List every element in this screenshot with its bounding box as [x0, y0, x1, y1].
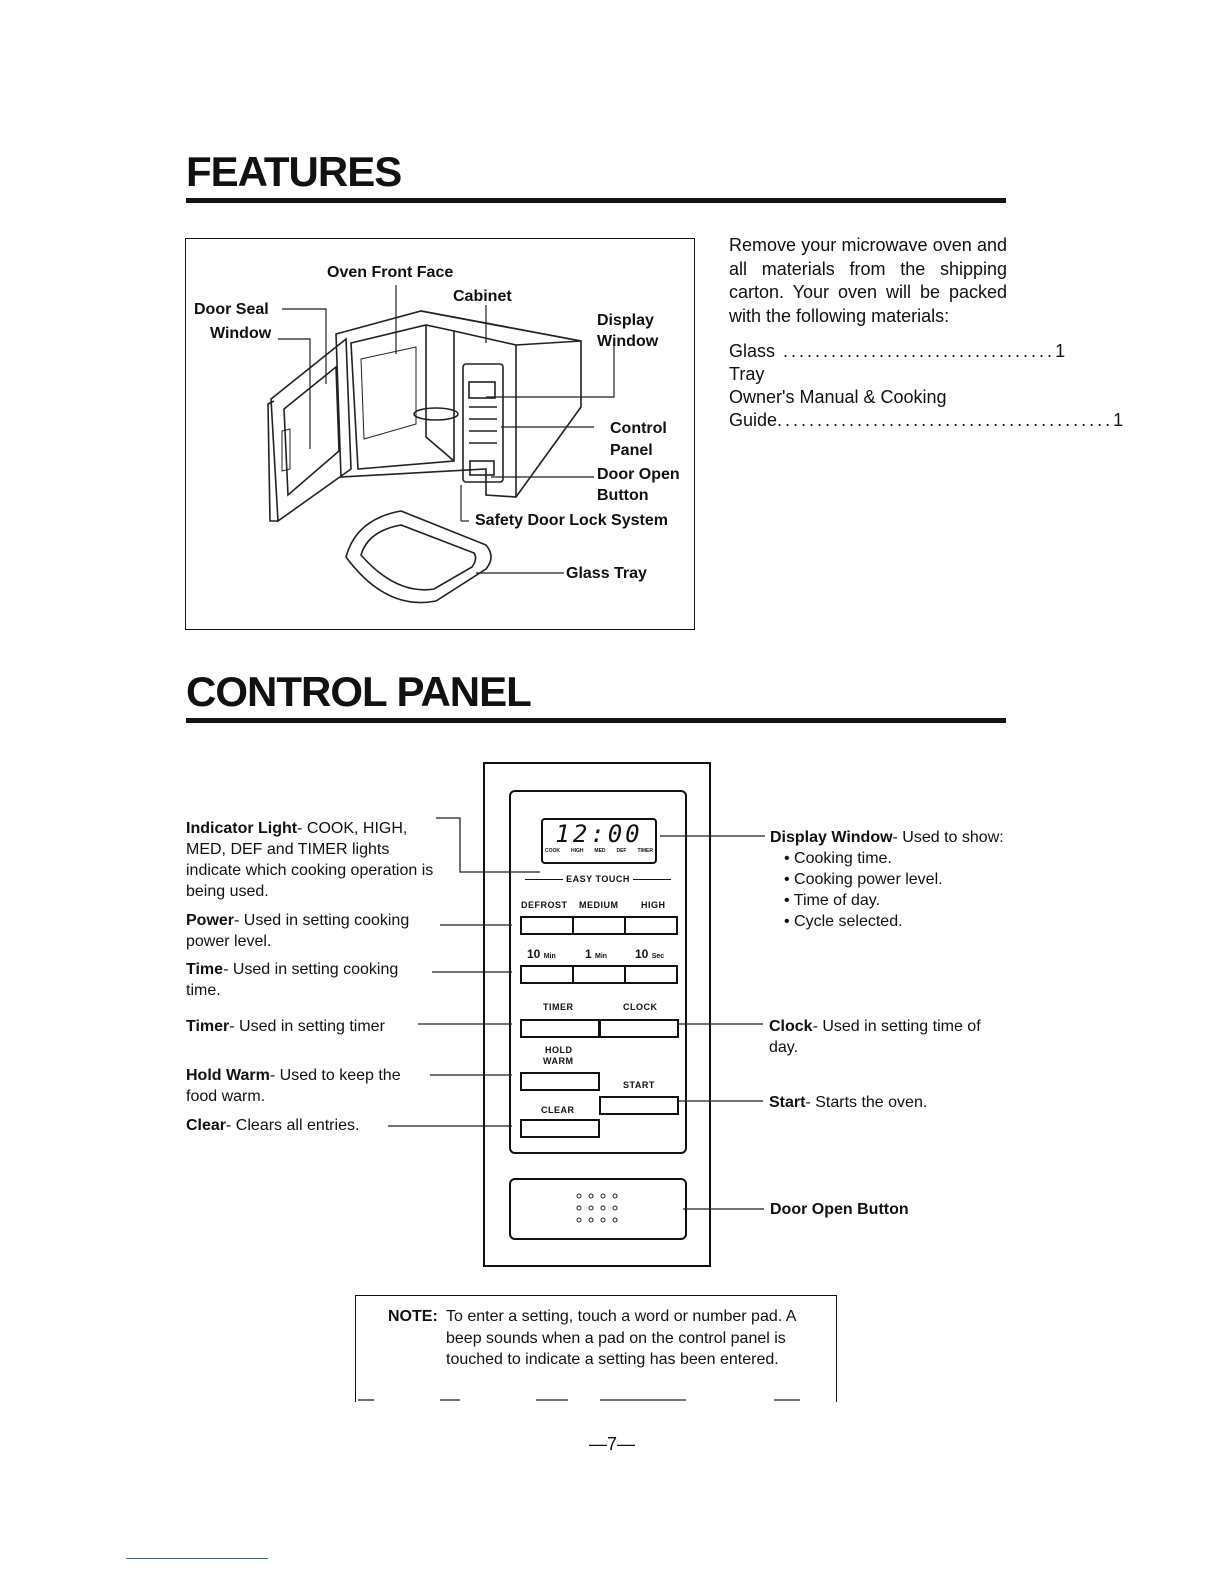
display-item: • Time of day.: [784, 890, 1005, 911]
display-item: • Cycle selected.: [784, 911, 1005, 932]
indicator-def: DEF: [616, 848, 627, 854]
clock-pad[interactable]: [599, 1019, 679, 1038]
timer-pad[interactable]: [520, 1019, 600, 1038]
hold-warm-title: Hold Warm: [186, 1067, 270, 1084]
clock-title: Clock: [769, 1018, 813, 1035]
label-display-window: Window: [597, 333, 659, 350]
features-intro: [729, 234, 1124, 432]
one-min-pad[interactable]: [572, 965, 626, 984]
medium-label: MEDIUM: [579, 900, 619, 910]
note-box: [355, 1295, 837, 1402]
display-window-desc: [770, 827, 1005, 932]
label-door-seal: Door Seal: [194, 301, 269, 318]
clear-title: Clear: [186, 1117, 227, 1134]
time-desc: [186, 959, 431, 1001]
oven-figure: [185, 238, 695, 630]
material-row: [729, 386, 1007, 409]
start-text: - Starts the oven.: [805, 1094, 928, 1111]
high-pad[interactable]: [624, 916, 678, 935]
material-qty: 1: [1113, 410, 1124, 430]
indicator-med: MED: [594, 848, 606, 854]
dot-leader: ..........................................: [777, 410, 1114, 430]
timer-text: - Used in setting timer: [229, 1018, 385, 1035]
high-label: HIGH: [641, 900, 666, 910]
note-label: NOTE:: [388, 1308, 438, 1325]
hold-warm-text: - Used to keep the food warm.: [186, 1067, 401, 1105]
footer-rule: [126, 1558, 268, 1559]
display-items-list: [770, 848, 1005, 932]
door-open-title: Door Open Button: [770, 1201, 909, 1218]
start-desc: [769, 1092, 1009, 1113]
clock-text: - Used in setting time of day.: [769, 1018, 981, 1056]
material-row: [729, 340, 1066, 386]
clear-text: - Clears all entries.: [226, 1117, 360, 1134]
easy-touch-text: EASY TOUCH: [566, 874, 630, 884]
start-label: START: [623, 1080, 655, 1090]
label-cabinet: Cabinet: [453, 288, 512, 305]
label-door-open: Door Open: [597, 466, 680, 483]
power-text: - Used in setting cooking power level.: [186, 912, 410, 950]
door-open-desc: [770, 1199, 909, 1220]
time-text: - Used in setting cooking time.: [186, 961, 399, 999]
indicator-high: HIGH: [570, 848, 584, 854]
one-min-label: 1 Min: [585, 947, 608, 961]
clear-pad[interactable]: [520, 1119, 600, 1138]
note-text: To enter a setting, touch a word or number pad. A beep sounds when a pad on the control panel is touched to indicate a setting has been entered.: [446, 1308, 796, 1368]
indicator-timer: TIMER: [637, 848, 653, 854]
display-window-title: Display Window: [770, 829, 893, 846]
clock-desc: [769, 1016, 1014, 1058]
label-button: Button: [597, 487, 649, 504]
indicator-lights: [545, 848, 653, 854]
label-control: Control: [610, 420, 667, 437]
door-button-dots-icon: [511, 1180, 685, 1238]
material-qty: 1: [1055, 341, 1066, 361]
hold-warm-desc: [186, 1065, 431, 1107]
material-name-line1: Owner's Manual & Cooking: [729, 387, 947, 407]
label-safety-door-lock: Safety Door Lock System: [475, 512, 668, 529]
hold-warm-pad[interactable]: [520, 1072, 600, 1091]
power-desc: [186, 910, 441, 952]
timer-desc: [186, 1016, 426, 1037]
medium-pad[interactable]: [572, 916, 626, 935]
dot-leader: ..................................: [775, 341, 1056, 361]
door-open-button[interactable]: [509, 1178, 687, 1240]
display-time: 12:00: [555, 820, 643, 848]
power-title: Power: [186, 912, 235, 929]
ten-sec-label: 10 Sec: [635, 947, 665, 961]
label-panel: Panel: [610, 442, 653, 459]
label-window: Window: [210, 325, 272, 342]
control-panel-heading: CONTROL PANEL: [186, 668, 531, 715]
intro-paragraph: Remove your microwave oven and all materials from the shipping carton. Your oven will be packed with the following materials:: [729, 235, 1007, 326]
easy-touch-label: [511, 874, 685, 884]
display-item: • Cooking time.: [784, 848, 1005, 869]
indicator-light-desc: [186, 818, 436, 902]
features-rule: [186, 198, 1006, 203]
label-glass-tray: Glass Tray: [566, 565, 647, 582]
timer-label: TIMER: [543, 1002, 574, 1012]
display-window-text: - Used to show:: [892, 829, 1004, 846]
panel-keypad-area: [509, 790, 687, 1154]
display-item: • Cooking power level.: [784, 869, 1005, 890]
ten-min-pad[interactable]: [520, 965, 574, 984]
defrost-pad[interactable]: [520, 916, 574, 935]
features-heading: FEATURES: [186, 148, 402, 195]
label-oven-front-face: Oven Front Face: [327, 264, 454, 281]
material-name: Glass Tray: [729, 341, 776, 384]
clear-desc: [186, 1115, 391, 1136]
indicator-light-text: - COOK, HIGH, MED, DEF and TIMER lights indicate which cooking operation is being used.: [186, 820, 434, 900]
clear-label: CLEAR: [541, 1105, 575, 1115]
clock-label: CLOCK: [623, 1002, 658, 1012]
warm-label: WARM: [543, 1056, 574, 1066]
material-name: Guide: [729, 410, 778, 430]
hold-label: HOLD: [545, 1045, 573, 1055]
time-title: Time: [186, 961, 224, 978]
display-window: [541, 818, 657, 864]
timer-title: Timer: [186, 1018, 230, 1035]
start-title: Start: [769, 1094, 806, 1111]
page-number: —7—: [588, 1434, 635, 1454]
indicator-cook: COOK: [545, 848, 560, 854]
start-pad[interactable]: [599, 1096, 679, 1115]
ten-min-label: 10 Min: [527, 947, 556, 961]
label-display: Display: [597, 312, 654, 329]
ten-sec-pad[interactable]: [624, 965, 678, 984]
defrost-label: DEFROST: [521, 900, 568, 910]
control-panel-rule: [186, 718, 1006, 723]
indicator-light-title: Indicator Light: [186, 820, 298, 837]
material-row: [729, 409, 1124, 432]
control-panel-diagram: [483, 762, 711, 1267]
